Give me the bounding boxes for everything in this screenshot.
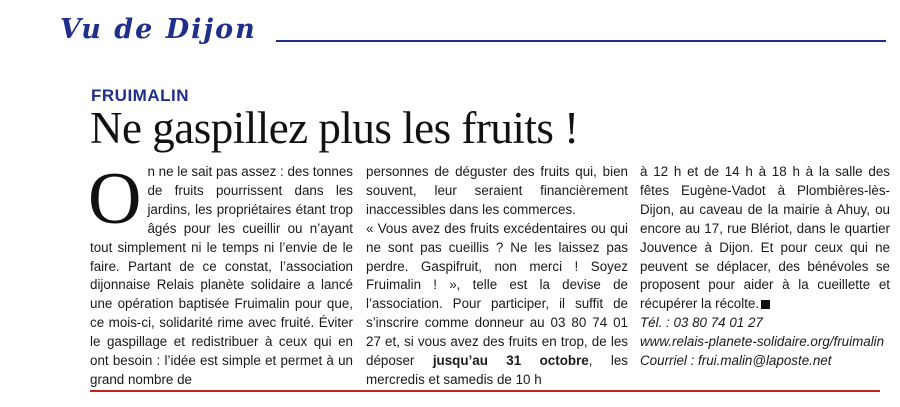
column-3-text: à 12 h et de 14 h à 18 h à la salle des fêtes Eugène-Vadot à Plombières-lès-Dijon, au caveau de la mairie à Ahuy, ou encore au 17, rue Blériot, dans le quartier Jouvence à Dijon. Et pour ceux qui ne peuvent se déplacer, des bénévoles se proposent pour aider à la cueillette et récupérer la récolte. [640,164,890,312]
contact-email[interactable]: Courriel : frui.malin@laposte.net [640,353,832,369]
column-1-paragraph [88,158,353,390]
deadline-emphasis: jusqu’au 31 octobre [432,353,589,369]
column-2-paragraph-2 [366,220,628,390]
article-column-1 [88,158,353,390]
column-2-paragraph-1: personnes de déguster des fruits qui, bien souvent, leur seraient financièrement inaccessibles dans les commerces. [366,164,628,217]
section-rule [276,40,886,42]
drop-cap: O [88,158,142,240]
end-of-article-mark [761,300,770,309]
column-3-paragraph [640,163,890,314]
column-2-text-a: « Vous avez des fruits excédentaires ou qui ne sont pas cueillis ? Ne les laissez pas perdre. Gaspifruit, non merci ! Soyez Fruimalin ! », telle est la devise de l’association. Pour participer, il suffit de s’inscrire comme donneur au 03 80 74 01 27 et, si vous avez des fruits en trop, de les déposer [366,220,628,369]
contact-phone: Tél. : 03 80 74 01 27 [640,315,763,331]
article-headline: Ne gaspillez plus les fruits ! [90,103,579,153]
section-title: Vu de Dijon [60,14,257,45]
article-column-2 [366,163,628,390]
bottom-rule [90,390,880,392]
article-column-3 [640,163,890,371]
article-kicker: FRUIMALIN [91,86,189,105]
column-2-text-b: , les mercredis et samedis de 10 h [366,353,628,387]
contact-website[interactable]: www.relais-planete-solidaire.org/fruimalin [640,334,885,350]
column-1-text: n ne le sait pas assez : des tonnes de fruits pourrissent dans les jardins, les propriétaires étant trop âgés pour les cueillir ou n’ayant tout simplement ni le temps ni l’envie de le faire. Partant de ce constat, l’association dijonnaise Relais planète solidaire a lancé une opération baptisée Fruimalin pour que, ce mois-ci, solidarité rime avec fruité. Éviter le gaspillage et redistribuer à ceux qui en ont besoin : l’idée est simple et permet à un grand nombre de [90,164,353,387]
